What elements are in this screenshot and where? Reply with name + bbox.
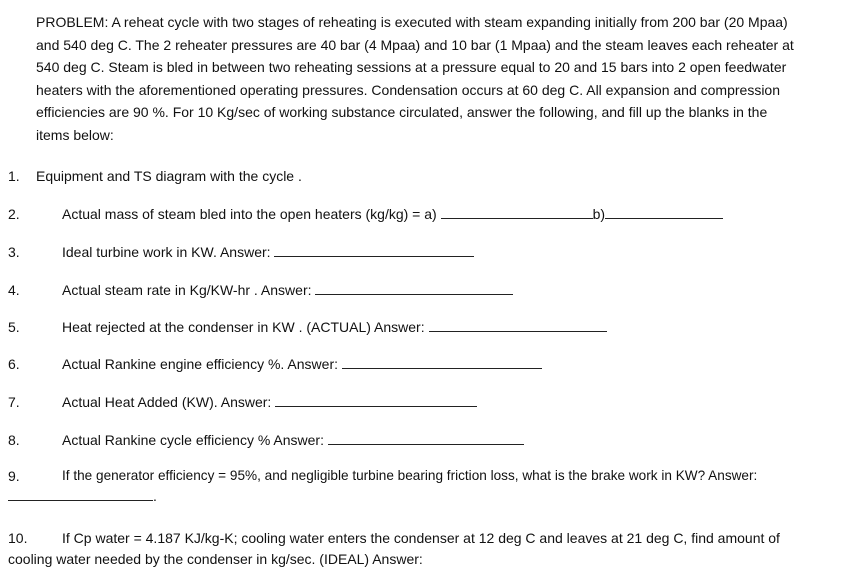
item-2-text: Actual mass of steam bled into the open heaters (kg/kg) = a) [62, 206, 437, 222]
item-5-row [62, 318, 607, 336]
answer-blank-a[interactable] [441, 205, 593, 219]
item-2-b-label: b) [592, 206, 606, 222]
item-2-row [62, 205, 723, 223]
item-6-text: Actual Rankine engine efficiency %. Answer: [62, 356, 339, 372]
answer-blank[interactable] [315, 281, 513, 295]
item-9-period: . [153, 488, 157, 504]
answer-blank[interactable] [8, 487, 153, 501]
item-8-number: 8. [8, 432, 20, 448]
item-6-row [62, 355, 542, 373]
item-8-row [62, 431, 524, 449]
item-1-number: 1. [8, 168, 20, 184]
item-10-text: If Cp water = 4.187 KJ/kg-K; cooling water enters the condenser at 12 deg C and leaves at 21 deg C, find amount of [62, 530, 780, 546]
problem-line: and 540 deg C. The 2 reheater pressures are 40 bar (4 Mpaa) and 10 bar (1 Mpaa) and the steam leaves each reheater at [36, 36, 794, 53]
item-4-number: 4. [8, 282, 20, 298]
item-7-row [62, 393, 477, 411]
item-3-number: 3. [8, 244, 20, 260]
item-10-continuation: cooling water needed by the condenser in kg/sec. (IDEAL) Answer: [8, 551, 423, 567]
item-4-row [62, 281, 513, 299]
problem-line: PROBLEM: A reheat cycle with two stages of reheating is executed with steam expanding initially from 200 bar (20 Mpaa) [36, 14, 788, 30]
item-5-number: 5. [8, 319, 20, 335]
item-8-text: Actual Rankine cycle efficiency % Answer: [62, 432, 324, 448]
item-9-answer-row [8, 487, 157, 505]
item-4-text: Actual steam rate in Kg/KW-hr . Answer: [62, 282, 312, 298]
item-5-text: Heat rejected at the condenser in KW . (ACTUAL) Answer: [62, 319, 425, 335]
problem-line: efficiencies are 90 %. For 10 Kg/sec of working substance circulated, answer the following, and fill up the blanks in the [36, 104, 768, 121]
problem-line: heaters with the aforementioned operating pressures. Condensation occurs at 60 deg C. All expansion and compression [36, 81, 781, 98]
item-7-number: 7. [8, 394, 20, 410]
item-9-number: 9. [8, 468, 20, 484]
item-7-text: Actual Heat Added (KW). Answer: [62, 394, 272, 410]
answer-blank-b[interactable] [605, 205, 723, 219]
answer-blank[interactable] [275, 393, 477, 407]
answer-blank[interactable] [429, 318, 607, 332]
item-1-text: Equipment and TS diagram with the cycle . [36, 168, 302, 184]
item-10-number: 10. [8, 530, 28, 546]
problem-statement [36, 11, 848, 147]
answer-blank[interactable] [342, 355, 542, 369]
item-6-number: 6. [8, 356, 20, 372]
item-3-text: Ideal turbine work in KW. Answer: [62, 244, 271, 260]
problem-line: items below: [36, 126, 114, 143]
item-9-text: If the generator efficiency = 95%, and negligible turbine bearing friction loss, what is the brake work in KW? Answer: [62, 468, 758, 483]
problem-line: 540 deg C. Steam is bled in between two reheating sessions at a pressure equal to 20 and 15 bars into 2 open feedwater [36, 59, 787, 76]
answer-blank[interactable] [328, 431, 524, 445]
item-3-row [62, 243, 474, 261]
item-2-number: 2. [8, 206, 20, 222]
answer-blank[interactable] [274, 243, 474, 257]
